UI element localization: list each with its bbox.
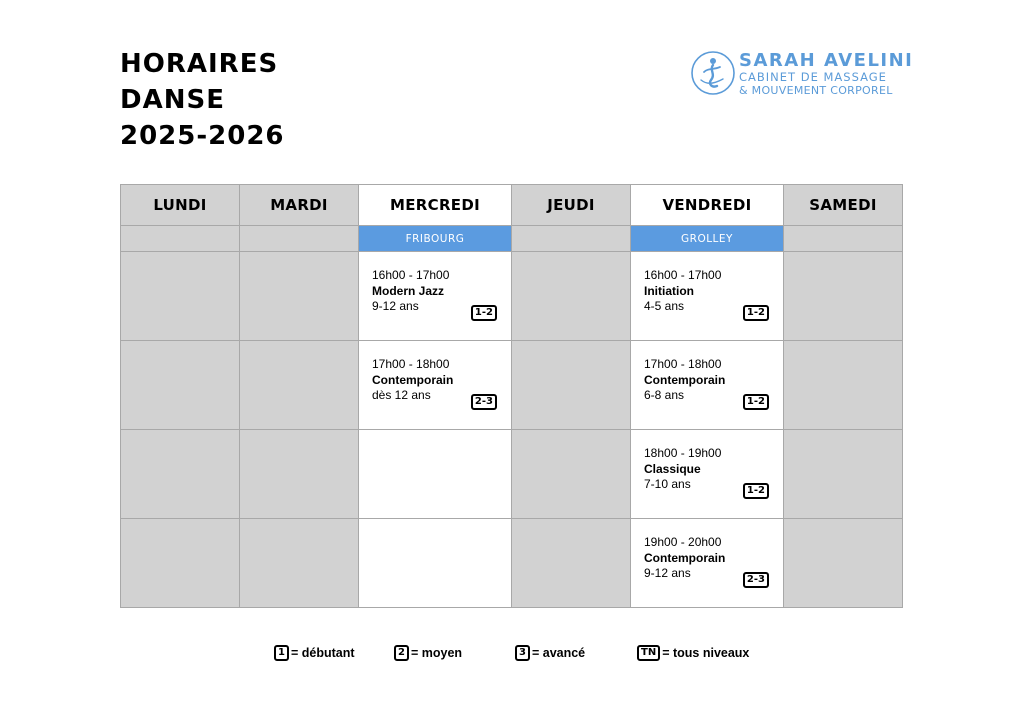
class-age: 4-5 ans — [644, 299, 685, 313]
class-slot — [631, 341, 784, 430]
class-age: 6-8 ans — [644, 388, 685, 402]
class-name: Classique — [644, 461, 701, 476]
empty-cell — [512, 430, 631, 519]
level-badge — [471, 305, 497, 321]
level-badge — [743, 483, 769, 499]
empty-cell — [121, 341, 240, 430]
class-slot — [631, 430, 784, 519]
empty-cell — [784, 519, 903, 608]
legend-item-intermediate — [394, 645, 462, 661]
day-header-tuesday: MARDI — [240, 185, 359, 226]
level-badge — [471, 394, 497, 410]
schedule-table — [120, 184, 903, 608]
brand-name: SARAH AVELINI — [739, 50, 914, 71]
empty-cell — [121, 519, 240, 608]
empty-cell — [240, 430, 359, 519]
empty-cell — [121, 430, 240, 519]
title-line-1: HORAIRES — [120, 49, 279, 79]
class-age: dès 12 ans — [372, 388, 431, 402]
empty-cell — [512, 252, 631, 341]
legend-badge: 3 — [515, 645, 530, 661]
class-time: 18h00 - 19h00 — [644, 446, 722, 460]
level-badge-text: 1-2 — [743, 305, 769, 321]
empty-cell — [512, 519, 631, 608]
class-slot — [359, 252, 512, 341]
legend-item-beginner — [274, 645, 355, 661]
day-header-friday: VENDREDI — [631, 185, 784, 226]
empty-cell — [512, 226, 631, 252]
empty-cell — [512, 341, 631, 430]
dancer-logo-icon — [690, 50, 736, 96]
class-time: 19h00 - 20h00 — [644, 535, 722, 549]
day-header-wednesday: MERCREDI — [359, 185, 512, 226]
legend-badge: TN — [637, 645, 660, 661]
empty-cell — [240, 341, 359, 430]
level-badge-text: 2-3 — [471, 394, 497, 410]
empty-cell — [784, 226, 903, 252]
class-name: Contemporain — [644, 372, 726, 387]
legend-text: = moyen — [410, 646, 463, 660]
level-badge-text: 1-2 — [743, 483, 769, 499]
class-name: Modern Jazz — [372, 283, 445, 298]
empty-cell — [121, 252, 240, 341]
brand-subtitle-1: CABINET DE MASSAGE — [739, 70, 887, 84]
class-time: 16h00 - 17h00 — [372, 268, 450, 282]
day-header-saturday: SAMEDI — [784, 185, 903, 226]
empty-slot — [359, 430, 512, 519]
class-age: 9-12 ans — [372, 299, 419, 313]
legend-badge: 2 — [394, 645, 409, 661]
level-badge-text: 1-2 — [471, 305, 497, 321]
class-time: 16h00 - 17h00 — [644, 268, 722, 282]
location-grolley: GROLLEY — [631, 226, 784, 252]
level-badge-text: 2-3 — [743, 572, 769, 588]
legend-text: = avancé — [531, 646, 586, 660]
class-slot — [631, 519, 784, 608]
level-badge — [743, 572, 769, 588]
empty-cell — [784, 252, 903, 341]
empty-cell — [240, 226, 359, 252]
brand-block — [690, 50, 930, 100]
class-time: 17h00 - 18h00 — [644, 357, 722, 371]
empty-cell — [121, 226, 240, 252]
day-header-monday: LUNDI — [121, 185, 240, 226]
class-slot — [359, 341, 512, 430]
class-slot — [631, 252, 784, 341]
legend-item-advanced — [515, 645, 585, 661]
empty-slot — [359, 519, 512, 608]
brand-subtitle-2: & MOUVEMENT CORPOREL — [739, 84, 893, 97]
title-line-2: DANSE — [120, 85, 225, 115]
empty-cell — [240, 252, 359, 341]
class-age: 7-10 ans — [644, 477, 691, 491]
empty-cell — [784, 430, 903, 519]
level-badge-text: 1-2 — [743, 394, 769, 410]
title-line-3: 2025-2026 — [120, 121, 285, 151]
level-badge — [743, 305, 769, 321]
level-badge — [743, 394, 769, 410]
empty-cell — [784, 341, 903, 430]
empty-cell — [240, 519, 359, 608]
legend-badge: 1 — [274, 645, 289, 661]
class-name: Initiation — [644, 283, 694, 298]
class-name: Contemporain — [372, 372, 454, 387]
legend-text: = débutant — [290, 646, 355, 660]
legend-item-all-levels — [637, 645, 749, 661]
class-time: 17h00 - 18h00 — [372, 357, 450, 371]
class-name: Contemporain — [644, 550, 726, 565]
location-fribourg: FRIBOURG — [359, 226, 512, 252]
day-header-thursday: JEUDI — [512, 185, 631, 226]
legend-text: = tous niveaux — [662, 646, 750, 660]
page-title — [120, 46, 285, 154]
class-age: 9-12 ans — [644, 566, 691, 580]
